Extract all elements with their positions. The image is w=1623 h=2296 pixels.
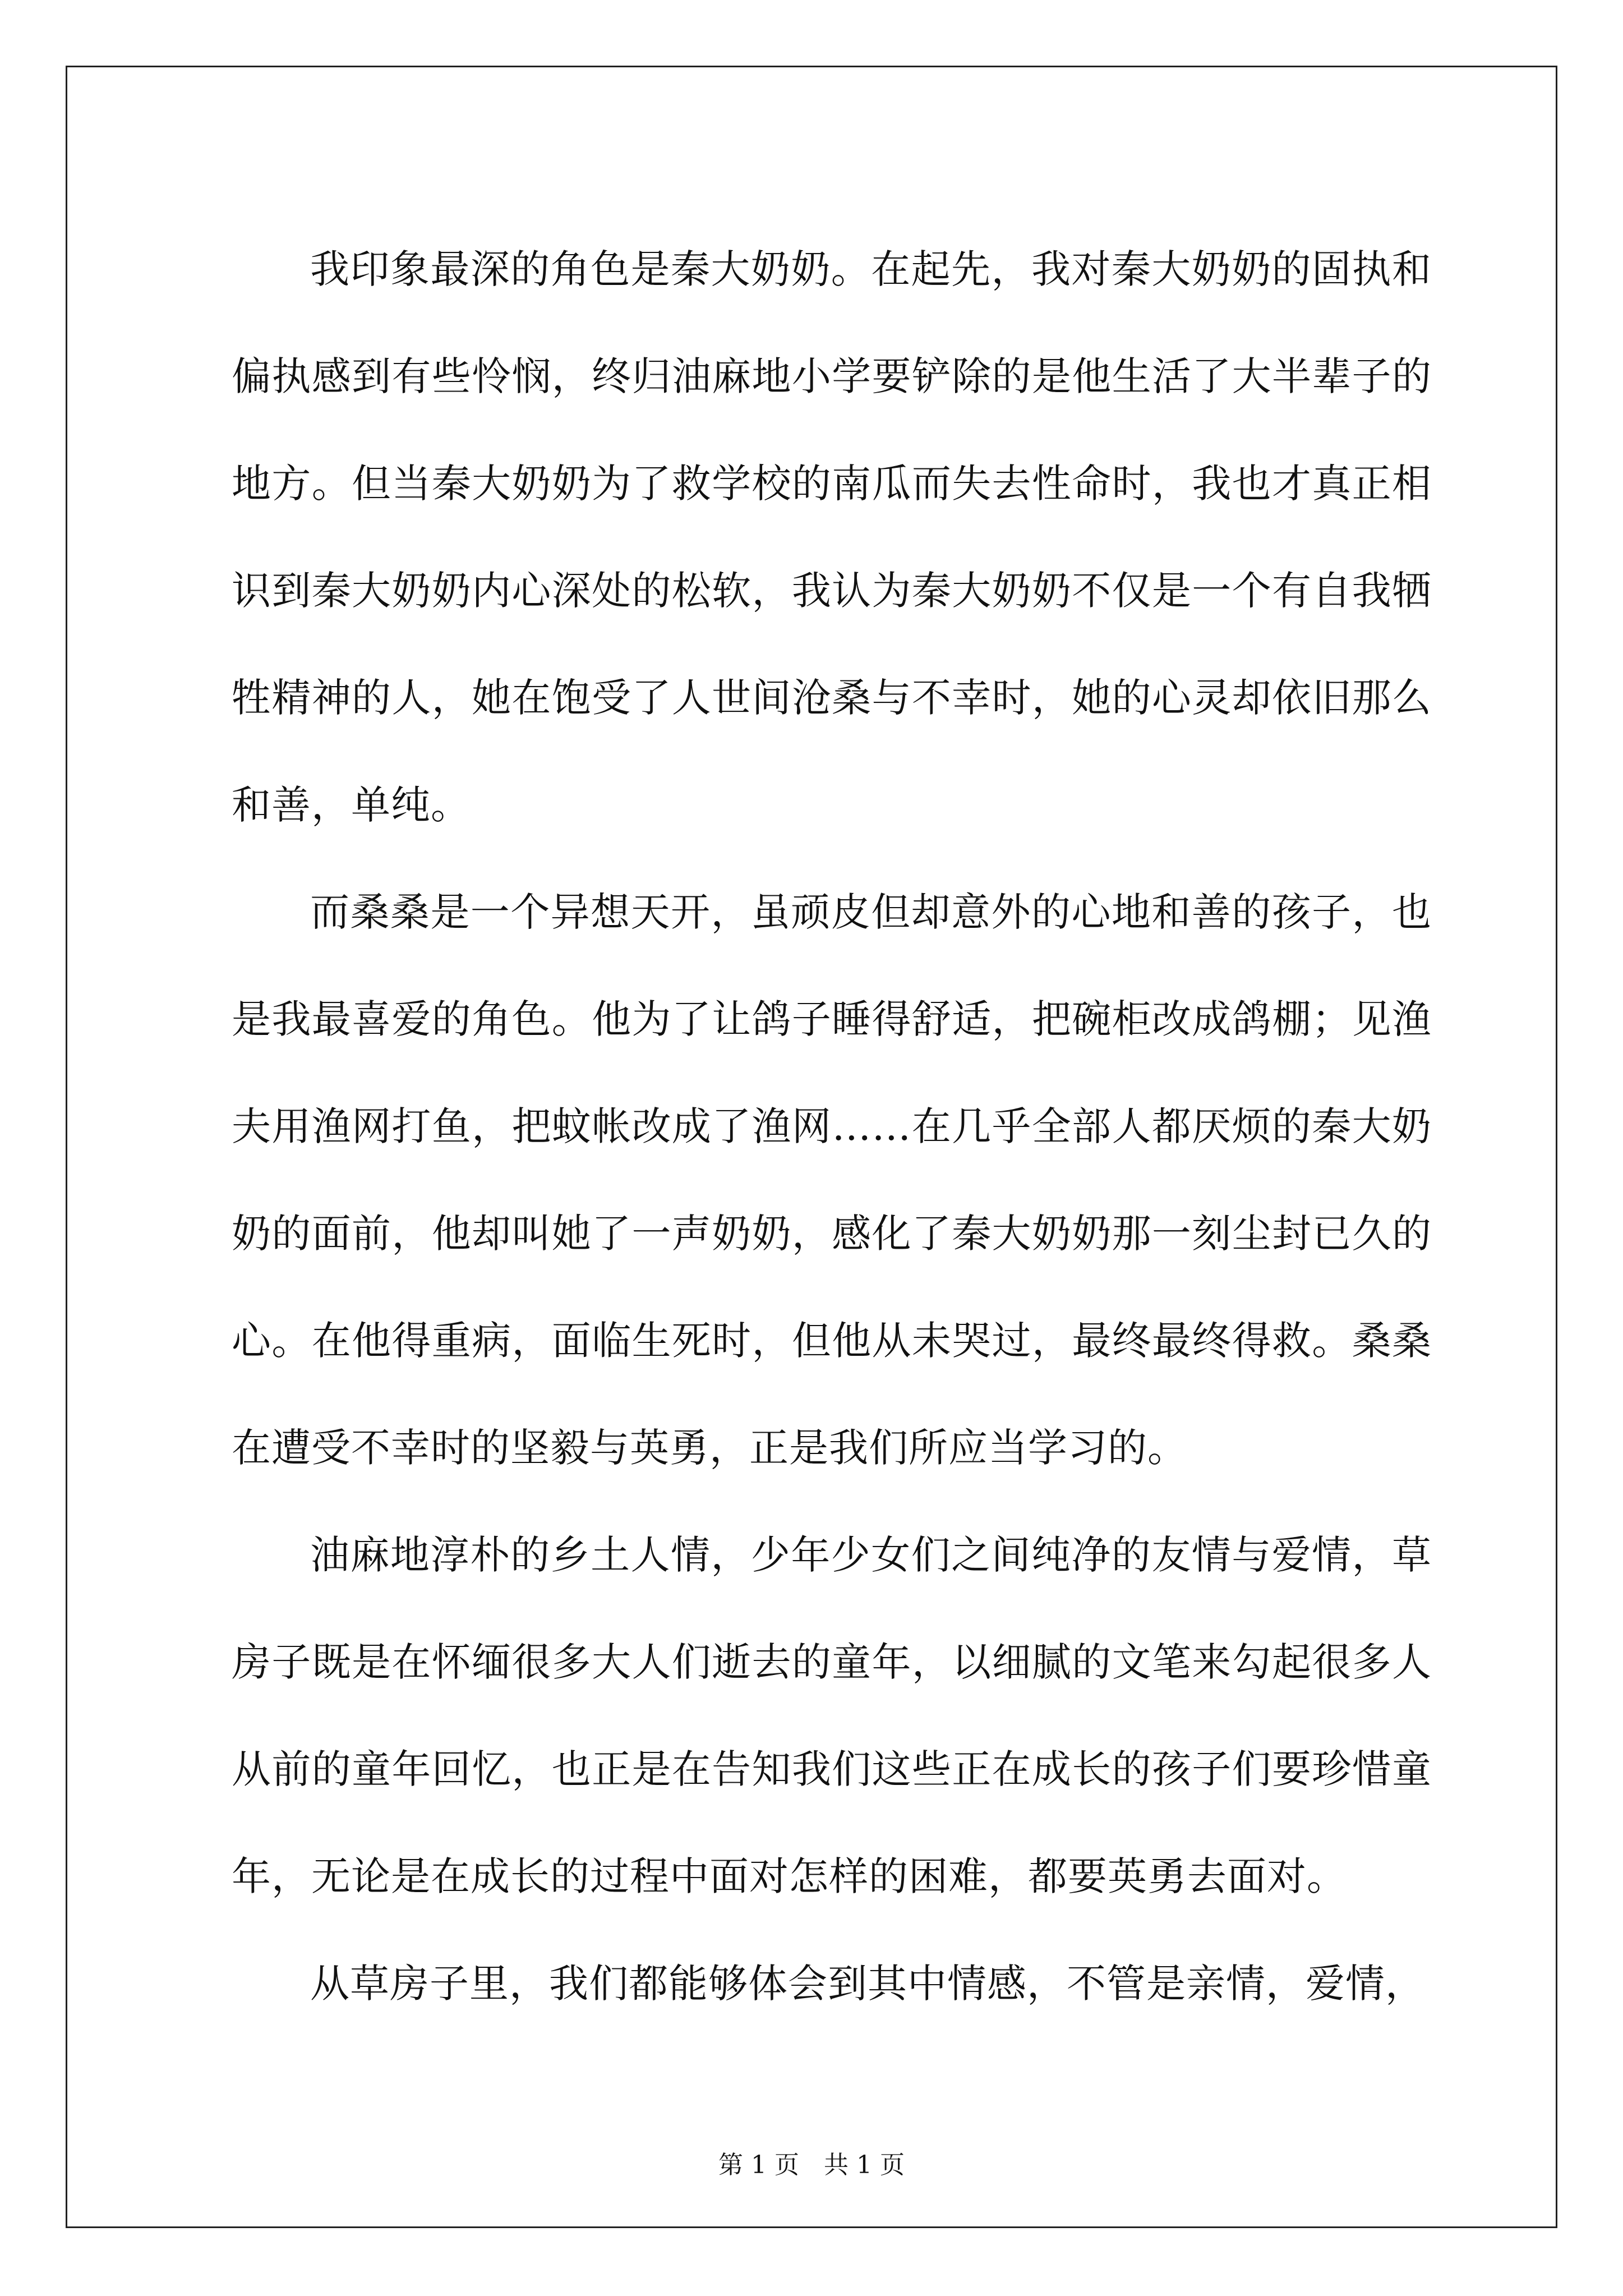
paragraph: 油麻地淳朴的乡土人情，少年少女们之间纯净的友情与爱情，草房子既是在怀缅很多大人们逝去的童年，以细腻的文笔来勾起很多人从前的童年回忆，也正是在告知我们这些正在成长的孩子们要珍惜童年，无论是在成长的过程中面对怎样的困难，都要英勇去面对。 (232, 1532, 1432, 1899)
paragraph: 我印象最深的角色是秦大奶奶。在起先，我对秦大奶奶的固执和偏执感到有些怜悯，终归油麻地小学要铲除的是他生活了大半辈子的地方。但当秦大奶奶为了救学校的南瓜而失去性命时，我也才真正相识到秦大奶奶内心深处的松软，我认为秦大奶奶不仅是一个有自我牺牲精神的人，她在饱受了人世间沧桑与不幸时，她的心灵却依旧那么和善，单纯。 (232, 246, 1432, 828)
page-total: 共 1 页 (824, 2151, 905, 2179)
page-number: 第 1 页 (718, 2151, 799, 2179)
paragraph: 而桑桑是一个异想天开，虽顽皮但却意外的心地和善的孩子，也是我最喜爱的角色。他为了让鸽子睡得舒适，把碗柜改成鸽棚；见渔夫用渔网打鱼，把蚊帐改成了渔网……在几乎全部人都厌烦的秦大奶奶的面前，他却叫她了一声奶奶，感化了秦大奶奶那一刻尘封已久的心。在他得重病，面临生死时，但他从未哭过，最终最终得救。桑桑在遭受不幸时的坚毅与英勇，正是我们所应当学习的。 (232, 889, 1432, 1471)
document-body (232, 216, 1432, 2037)
paragraph: 从草房子里，我们都能够体会到其中情感，不管是亲情，爱情， (310, 1961, 1425, 2007)
page-footer (0, 2148, 1623, 2182)
